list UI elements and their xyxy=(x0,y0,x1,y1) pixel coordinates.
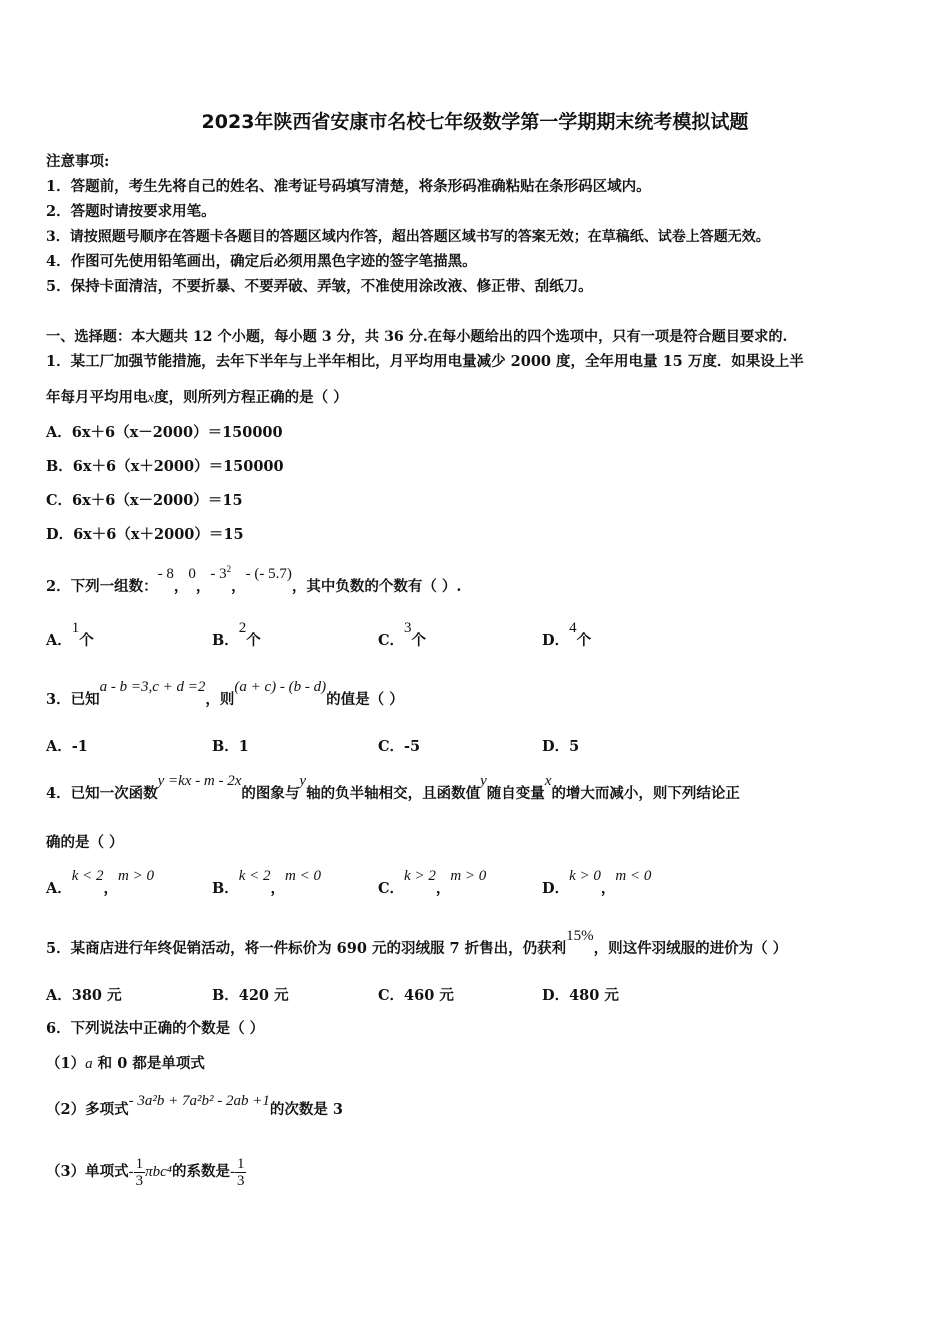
notice-item-1: 1．答题前，考生先将自己的姓名、准考证号码填写清楚，将条形码准确粘贴在条形码区域内。 xyxy=(46,178,651,195)
q3-option-a: A．-1 xyxy=(46,738,88,755)
q6-statement-1: （1）a 和 0 都是单项式 xyxy=(46,1055,205,1072)
q4-option-c: C．k > 2，m > 0 xyxy=(378,868,487,897)
q1-option-a: A．6x＋6（x－2000）＝150000 xyxy=(46,424,283,441)
q5-option-c: C．460 元 xyxy=(378,987,454,1004)
q2-option-d: D．4个 xyxy=(542,620,592,649)
q6-polynomial: - 3a²b + 7a²b² - 2ab +1 xyxy=(128,1093,270,1109)
q3-expression: (a + c) - (b - d) xyxy=(234,679,327,695)
notice-item-5: 5．保持卡面清洁，不要折暴、不要弄破、弄皱，不准使用涂改液、修正带、刮纸刀。 xyxy=(46,278,593,295)
q1-line1: 1．某工厂加强节能措施，去年下半年与上半年相比，月平均用电量减少 2000 度，全年用电量 15 万度．如果设上半 xyxy=(46,353,804,370)
q5-option-b: B．420 元 xyxy=(212,987,289,1004)
q5-option-d: D．480 元 xyxy=(542,987,619,1004)
q1-option-c: C．6x＋6（x－2000）＝15 xyxy=(46,492,243,509)
q5-stem: 5．某商店进行年终促销活动，将一件标价为 690 元的羽绒服 7 折售出，仍获利15%，则这件羽绒服的进价为（ ） xyxy=(46,928,788,957)
notice-item-4: 4．作图可先使用铅笔画出，确定后必须用黑色字迹的签字笔描黑。 xyxy=(46,253,477,270)
q6-fraction-2: $\frac{1}{3}$ xyxy=(236,1155,245,1189)
q3-option-b: B．1 xyxy=(212,738,249,755)
q3-option-c: C．-5 xyxy=(378,738,421,755)
q3-condition: a - b =3,c + d =2 xyxy=(99,679,206,695)
q3-option-d: D．5 xyxy=(542,738,580,755)
notice-item-2: 2．答题时请按要求用笔。 xyxy=(46,203,216,220)
section-heading: 一、选择题：本大题共 12 个小题，每小题 3 分，共 36 分.在每小题给出的四个选项中，只有一项是符合题目要求的. xyxy=(46,329,788,345)
q6-statement-2: （2）多项式- 3a²b + 7a²b² - 2ab +1的次数是 3 xyxy=(46,1093,343,1118)
q4-line2: 确的是（ ） xyxy=(46,834,124,851)
q2-option-c: C．3个 xyxy=(378,620,427,649)
notice-heading: 注意事项: xyxy=(46,153,110,170)
q4-option-b: B．k < 2，m < 0 xyxy=(212,868,322,897)
q3-stem: 3．已知a - b =3,c + d =2，则(a + c) - (b - d)的值是（ ） xyxy=(46,679,404,708)
q2-num-1: - 8 xyxy=(157,566,174,582)
q4-option-a: A．k < 2，m > 0 xyxy=(46,868,155,897)
q2-num-3: - $3^2$ xyxy=(210,564,232,582)
q1-option-b: B．6x＋6（x＋2000）＝150000 xyxy=(46,458,284,475)
q2-option-a: A．1个 xyxy=(46,620,94,649)
q2-option-b: B．2个 xyxy=(212,620,261,649)
notice-item-3: 3．请按照题号顺序在答题卡各题目的答题区域内作答，超出答题区域书写的答案无效；在草稿纸、试卷上答题无效。 xyxy=(46,229,770,245)
q4-option-d: D．k > 0，m < 0 xyxy=(542,868,652,897)
q2-num-4: - (- 5.7) xyxy=(245,566,292,582)
q2-stem: 2．下列一组数：- 8，0，- $3^2$，- (- 5.7)，其中负数的个数有（ ）. xyxy=(46,564,462,595)
q5-percent: 15% xyxy=(566,928,594,944)
q1-option-d: D．6x＋6（x＋2000）＝15 xyxy=(46,526,244,543)
q2-num-2: 0 xyxy=(188,566,196,582)
q6-statement-3: （3）单项式- $\frac{1}{3}$ πbc⁴的系数是- $\frac{1}{3}$ xyxy=(46,1155,245,1189)
q1-line2: 年每月平均用电x度，则所列方程正确的是（ ） xyxy=(46,389,348,406)
q5-option-a: A．380 元 xyxy=(46,987,122,1004)
page-title: 2023年陕西省安康市名校七年级数学第一学期期末统考模拟试题 xyxy=(201,111,749,133)
q4-function: y =kx - m - 2x xyxy=(157,773,242,789)
q4-stem: 4．已知一次函数y =kx - m - 2x的图象与y轴的负半轴相交，且函数值y随自变量x的增大而减小，则下列结论正 xyxy=(46,773,740,802)
q6-fraction-1: $\frac{1}{3}$ xyxy=(135,1155,144,1189)
q6-stem: 6．下列说法中正确的个数是（ ） xyxy=(46,1020,265,1037)
